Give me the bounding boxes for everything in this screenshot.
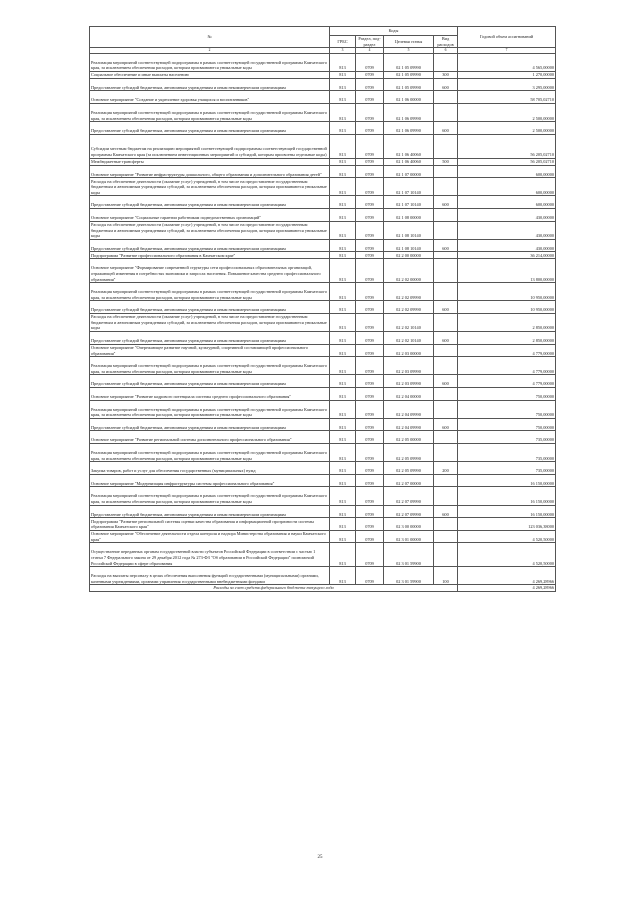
row-expense-type	[434, 388, 458, 401]
row-target-article: 02 2 03 09990	[384, 375, 434, 388]
row-razdel: 0709	[356, 530, 384, 543]
row-target-article: 02 2 00 00000	[384, 252, 434, 259]
table-row	[90, 103, 556, 121]
row-expense-type	[434, 134, 458, 158]
row-grbs: 813	[330, 400, 356, 418]
row-sum: 2 500,00000	[458, 103, 556, 121]
row-grbs: 813	[330, 543, 356, 567]
row-name: Предоставление субсидий бюджетным, автономным учреждениям и иным некоммерческим организациям	[90, 375, 330, 388]
row-razdel: 0709	[356, 518, 384, 531]
row-expense-type	[434, 208, 458, 221]
row-name: Подпрограмма "Развитие региональной системы оценки качества образования и информационной прозрачности системы образования Камчатского края"	[90, 518, 330, 531]
row-expense-type: 600	[434, 122, 458, 135]
row-grbs: 813	[330, 313, 356, 331]
row-sum: 16 150,00000	[458, 505, 556, 518]
table-row	[90, 134, 556, 158]
row-target-article: 02 2 02 09990	[384, 301, 434, 314]
row-expense-type: 300	[434, 71, 458, 78]
row-razdel: 0709	[356, 158, 384, 165]
column-number: 6	[434, 48, 458, 53]
row-grbs: 813	[330, 474, 356, 487]
row-grbs: 813	[330, 388, 356, 401]
row-grbs: 813	[330, 158, 356, 165]
table-row	[90, 78, 556, 91]
row-target-article: 02 2 03 00000	[384, 344, 434, 357]
row-sum: 16 150,00000	[458, 487, 556, 505]
row-target-article: 02 1 06 09990	[384, 122, 434, 135]
table-row	[90, 208, 556, 221]
table-row	[90, 301, 556, 314]
row-name: Предоставление субсидий бюджетным, автономным учреждениям и иным некоммерческим организациям	[90, 505, 330, 518]
table-row	[90, 357, 556, 375]
row-name: Реализация мероприятий соответствующей подпрограммы в рамках соответствующей государственной программы Камчатского края, за исключением обеспечения расходов, которым присваиваются уникальные коды	[90, 103, 330, 121]
row-expense-type	[434, 474, 458, 487]
row-razdel: 0709	[356, 122, 384, 135]
row-target-article: 02 2 04 00000	[384, 388, 434, 401]
row-target-article: 02 2 07 09990	[384, 487, 434, 505]
row-sum: 13 800,00000	[458, 259, 556, 283]
row-razdel: 0709	[356, 313, 384, 331]
row-name: Основное мероприятие "Развитие региональной системы дополнительного профессионального образования"	[90, 431, 330, 444]
row-sum: 56 205,02710	[458, 158, 556, 165]
row-razdel: 0709	[356, 196, 384, 209]
row-name: Расходы на обеспечение деятельности (оказание услуг) учреждений, в том числе на предоставление государственным бюджетным и автономным учреждениям субсидий, за исключением обеспечения расходов, которым присваиваются уникальные коды	[90, 221, 330, 239]
row-razdel: 0709	[356, 388, 384, 401]
row-grbs: 813	[330, 78, 356, 91]
row-expense-type	[434, 543, 458, 567]
table-row	[90, 462, 556, 475]
table-row	[90, 487, 556, 505]
table-row	[90, 400, 556, 418]
row-name: Социальное обеспечение и иные выплаты населению	[90, 71, 330, 78]
row-target-article: 02 2 02 00000	[384, 259, 434, 283]
row-name: Реализация мероприятий соответствующей подпрограммы в рамках соответствующей государственной программы Камчатского края, за исключением обеспечения расходов, которым присваиваются уникальные коды	[90, 53, 330, 71]
row-grbs: 813	[330, 431, 356, 444]
row-sum: 4 520,50000	[458, 530, 556, 543]
row-grbs: 813	[330, 418, 356, 431]
row-grbs: 813	[330, 239, 356, 252]
row-name: Предоставление субсидий бюджетным, автономным учреждениям и иным некоммерческим организациям	[90, 418, 330, 431]
row-razdel: 0709	[356, 301, 384, 314]
row-razdel: 0709	[356, 252, 384, 259]
column-number: 5	[384, 48, 434, 53]
row-razdel: 0709	[356, 567, 384, 585]
row-razdel: 0709	[356, 400, 384, 418]
row-sum: 430,00000	[458, 208, 556, 221]
table-row	[90, 252, 556, 259]
row-sum: 4 565,00000	[458, 53, 556, 71]
table-row	[90, 388, 556, 401]
header-grbs: ГРБС	[330, 36, 356, 48]
row-expense-type: 600	[434, 332, 458, 345]
row-razdel: 0709	[356, 208, 384, 221]
row-target-article: 02 1 08 00000	[384, 208, 434, 221]
row-sum: 2 850,00000	[458, 332, 556, 345]
row-grbs: 813	[330, 122, 356, 135]
row-name: Расходы на выплаты персоналу в целях обеспечения выполнения функций государственными (муниципальными) органами, казенными учреждениями, органами управления государственными внебюджетными фондами	[90, 567, 330, 585]
column-number: 2	[90, 48, 330, 53]
row-target-article: 02 1 07 10140	[384, 178, 434, 196]
row-razdel: 0709	[356, 78, 384, 91]
row-target-article: 02 2 03 09990	[384, 357, 434, 375]
table-row	[90, 530, 556, 543]
row-razdel: 0709	[356, 91, 384, 104]
row-grbs: 813	[330, 208, 356, 221]
row-sum: 735,00000	[458, 462, 556, 475]
row-sum: 4 520,50000	[458, 543, 556, 567]
row-sum: 10 950,00000	[458, 283, 556, 301]
row-sum: 2 500,00000	[458, 122, 556, 135]
column-number: 3	[330, 48, 356, 53]
row-razdel: 0709	[356, 344, 384, 357]
row-target-article: 02 2 05 00000	[384, 431, 434, 444]
row-name: Основное мероприятие "Формирование современной структуры сети профессиональных образовательных организаций, отражающей изменения в потребностях экономики и запросах населения. Повышение качества среднего профессионального образования"	[90, 259, 330, 283]
row-sum: 4 269,28966	[458, 567, 556, 585]
row-expense-type: 600	[434, 78, 458, 91]
row-grbs: 813	[330, 444, 356, 462]
row-razdel: 0709	[356, 165, 384, 178]
row-razdel: 0709	[356, 505, 384, 518]
row-sum: 3 295,00000	[458, 78, 556, 91]
row-grbs: 813	[330, 259, 356, 283]
row-grbs: 813	[330, 196, 356, 209]
row-name: Расходы на обеспечение деятельности (оказание услуг) учреждений, в том числе на предоставление государственным бюджетным и автономным учреждениям субсидий, за исключением обеспечения расходов, которым присваиваются уникальные коды	[90, 313, 330, 331]
row-grbs: 813	[330, 505, 356, 518]
row-sum: 750,00000	[458, 388, 556, 401]
row-sum: 600,00000	[458, 196, 556, 209]
table-row	[90, 505, 556, 518]
row-target-article: 02 1 08 10140	[384, 239, 434, 252]
row-sum: 4 779,00000	[458, 375, 556, 388]
row-target-article: 02 1 05 09990	[384, 78, 434, 91]
row-grbs: 813	[330, 134, 356, 158]
page-number: 25	[317, 855, 323, 860]
row-expense-type: 600	[434, 239, 458, 252]
row-sum: 1 270,00000	[458, 71, 556, 78]
table-row	[90, 332, 556, 345]
row-name: Предоставление субсидий бюджетным, автономным учреждениям и иным некоммерческим организациям	[90, 122, 330, 135]
row-target-article: 02 1 06 40060	[384, 158, 434, 165]
row-expense-type: 200	[434, 462, 458, 475]
row-name: Основное мероприятие "Обеспечение деятельности отдела контроля и надзора Министерства образования и науки Камчатского края"	[90, 530, 330, 543]
table-row	[90, 165, 556, 178]
table-row	[90, 375, 556, 388]
row-expense-type	[434, 283, 458, 301]
row-expense-type	[434, 344, 458, 357]
row-target-article: 02 1 06 00000	[384, 91, 434, 104]
table-row	[90, 283, 556, 301]
row-expense-type: 100	[434, 567, 458, 585]
row-razdel: 0709	[356, 283, 384, 301]
table-row	[90, 221, 556, 239]
row-grbs: 813	[330, 221, 356, 239]
row-expense-type	[434, 530, 458, 543]
row-grbs: 813	[330, 357, 356, 375]
row-target-article: 02 3 01 59900	[384, 567, 434, 585]
table-row	[90, 239, 556, 252]
budget-table-page	[89, 26, 555, 592]
row-expense-type	[434, 313, 458, 331]
row-expense-type	[434, 431, 458, 444]
row-sum: 750,00000	[458, 418, 556, 431]
row-grbs: 813	[330, 530, 356, 543]
footnote-text: Расходы за счет средств федерального бюджета текущего года	[90, 585, 458, 592]
row-target-article: 02 1 08 10140	[384, 221, 434, 239]
row-target-article: 02 2 02 10140	[384, 313, 434, 331]
row-razdel: 0709	[356, 259, 384, 283]
footnote-row	[90, 585, 556, 592]
row-razdel: 0709	[356, 53, 384, 71]
table-row	[90, 518, 556, 531]
row-target-article: 02 1 07 10140	[384, 196, 434, 209]
header-codes: Коды	[330, 27, 458, 36]
row-grbs: 813	[330, 487, 356, 505]
column-number: 7	[458, 48, 556, 53]
row-grbs: 813	[330, 283, 356, 301]
row-grbs: 813	[330, 344, 356, 357]
row-grbs: 813	[330, 103, 356, 121]
table-row	[90, 71, 556, 78]
row-grbs: 813	[330, 165, 356, 178]
header-no: №	[90, 27, 330, 48]
row-expense-type	[434, 487, 458, 505]
table-row	[90, 53, 556, 71]
row-expense-type	[434, 221, 458, 239]
row-razdel: 0709	[356, 487, 384, 505]
row-sum: 123 036,38000	[458, 518, 556, 531]
table-row	[90, 259, 556, 283]
row-razdel: 0709	[356, 431, 384, 444]
row-name: Реализация мероприятий соответствующей подпрограммы в рамках соответствующей государственной программы Камчатского края, за исключением обеспечения расходов, которым присваиваются уникальные коды	[90, 400, 330, 418]
row-grbs: 813	[330, 301, 356, 314]
row-name: Основное мероприятие "Развитие кадрового потенциала системы среднего профессионального образования"	[90, 388, 330, 401]
footnote-sum: 4 269,28966	[458, 585, 556, 592]
row-grbs: 813	[330, 91, 356, 104]
row-razdel: 0709	[356, 134, 384, 158]
row-razdel: 0709	[356, 543, 384, 567]
row-razdel: 0709	[356, 221, 384, 239]
row-name: Основное мероприятие "Создание и укрепление здоровья учащихся и воспитанников"	[90, 91, 330, 104]
row-razdel: 0709	[356, 178, 384, 196]
row-expense-type: 500	[434, 158, 458, 165]
row-grbs: 813	[330, 71, 356, 78]
table-row	[90, 418, 556, 431]
row-name: Межбюджетные трансферты	[90, 158, 330, 165]
row-sum: 735,00000	[458, 444, 556, 462]
row-target-article: 02 2 04 09990	[384, 400, 434, 418]
row-grbs: 813	[330, 53, 356, 71]
row-sum: 735,00000	[458, 431, 556, 444]
row-name: Предоставление субсидий бюджетным, автономным учреждениям и иным некоммерческим организациям	[90, 239, 330, 252]
row-expense-type	[434, 53, 458, 71]
table-row	[90, 431, 556, 444]
row-expense-type	[434, 518, 458, 531]
row-target-article: 02 3 01 59900	[384, 543, 434, 567]
table-row	[90, 313, 556, 331]
row-target-article: 02 2 05 09990	[384, 462, 434, 475]
row-expense-type	[434, 400, 458, 418]
row-sum: 4 779,00000	[458, 357, 556, 375]
row-sum: 4 779,00000	[458, 344, 556, 357]
row-target-article: 02 2 05 09990	[384, 444, 434, 462]
row-name: Реализация мероприятий соответствующей подпрограммы в рамках соответствующей государственной программы Камчатского края, за исключением обеспечения расходов, которым присваиваются уникальные коды	[90, 357, 330, 375]
row-target-article: 02 1 06 40060	[384, 134, 434, 158]
row-expense-type: 600	[434, 418, 458, 431]
row-grbs: 813	[330, 462, 356, 475]
column-number: 4	[356, 48, 384, 53]
row-razdel: 0709	[356, 444, 384, 462]
row-expense-type	[434, 178, 458, 196]
row-sum: 56 205,02710	[458, 134, 556, 158]
table-row	[90, 158, 556, 165]
row-razdel: 0709	[356, 332, 384, 345]
header-vr: Вид расходов	[434, 36, 458, 48]
row-name: Основное мероприятие "Социальные гарантии работникам подведомственных организаций"	[90, 208, 330, 221]
row-name: Подпрограмма "Развитие профессионального образования в Камчатском крае"	[90, 252, 330, 259]
row-target-article: 02 1 05 09990	[384, 53, 434, 71]
row-grbs: 813	[330, 332, 356, 345]
row-sum: 600,00000	[458, 165, 556, 178]
budget-table	[89, 26, 556, 592]
row-target-article: 02 2 07 00000	[384, 474, 434, 487]
row-name: Основное мероприятие "Опережающее развитие научной, культурной, спортивной составляющей профессионального образования"	[90, 344, 330, 357]
row-sum: 430,00000	[458, 221, 556, 239]
row-grbs: 813	[330, 252, 356, 259]
row-expense-type: 600	[434, 196, 458, 209]
row-name: Закупка товаров, работ и услуг для обеспечения государственных (муниципальных) нужд	[90, 462, 330, 475]
table-row	[90, 444, 556, 462]
table-row	[90, 567, 556, 585]
row-name: Предоставление субсидий бюджетным, автономным учреждениям и иным некоммерческим организациям	[90, 78, 330, 91]
row-expense-type	[434, 103, 458, 121]
row-expense-type: 600	[434, 375, 458, 388]
row-sum: 58 705,02710	[458, 91, 556, 104]
row-name: Субсидии местным бюджетам на реализацию мероприятий соответствующей подпрограммы соответствующей государственной программы Камчатского края (за исключением инвестиционных мероприятий и субсидий, которым присвоены отдельные коды)	[90, 134, 330, 158]
row-expense-type	[434, 444, 458, 462]
row-name: Предоставление субсидий бюджетным, автономным учреждениям и иным некоммерческим организациям	[90, 196, 330, 209]
row-name: Реализация мероприятий соответствующей подпрограммы в рамках соответствующей государственной программы Камчатского края, за исключением обеспечения расходов, которым присваиваются уникальные коды	[90, 444, 330, 462]
row-name: Реализация мероприятий соответствующей подпрограммы в рамках соответствующей государственной программы Камчатского края, за исключением обеспечения расходов, которым присваиваются уникальные коды	[90, 487, 330, 505]
row-sum: 16 150,00000	[458, 474, 556, 487]
row-sum: 10 950,00000	[458, 301, 556, 314]
row-name: Основное мероприятие "Модернизация инфраструктуры системы профессионального образования"	[90, 474, 330, 487]
row-razdel: 0709	[356, 103, 384, 121]
table-row	[90, 178, 556, 196]
table-row	[90, 196, 556, 209]
row-name: Осуществление переданных органам государственной власти субъектов Российской Федерации в соответствии с частью 1 статьи 7 Федерального закона от 29 декабря 2012 года № 273-ФЗ "Об образовании в Российской Федерации" полномочий Российской Федерации в сфере образования	[90, 543, 330, 567]
row-razdel: 0709	[356, 418, 384, 431]
row-expense-type	[434, 165, 458, 178]
table-row	[90, 122, 556, 135]
row-name: Предоставление субсидий бюджетным, автономным учреждениям и иным некоммерческим организациям	[90, 332, 330, 345]
row-target-article: 02 2 02 09990	[384, 283, 434, 301]
row-target-article: 02 2 02 10140	[384, 332, 434, 345]
row-sum: 600,00000	[458, 178, 556, 196]
row-razdel: 0709	[356, 357, 384, 375]
row-sum: 2 850,00000	[458, 313, 556, 331]
row-name: Реализация мероприятий соответствующей подпрограммы в рамках соответствующей государственной программы Камчатского края, за исключением обеспечения расходов, которым присваиваются уникальные коды	[90, 283, 330, 301]
row-target-article: 02 3 01 00000	[384, 530, 434, 543]
header-razdel: Раздел, под-раздел	[356, 36, 384, 48]
row-grbs: 813	[330, 178, 356, 196]
row-expense-type	[434, 357, 458, 375]
row-target-article: 02 3 00 00000	[384, 518, 434, 531]
table-row	[90, 91, 556, 104]
row-expense-type	[434, 91, 458, 104]
row-razdel: 0709	[356, 239, 384, 252]
header-volume: Годовой объем ассигнований	[458, 27, 556, 48]
row-razdel: 0709	[356, 71, 384, 78]
table-row	[90, 543, 556, 567]
row-target-article: 02 2 04 09990	[384, 418, 434, 431]
row-target-article: 02 2 07 09990	[384, 505, 434, 518]
row-grbs: 813	[330, 567, 356, 585]
row-target-article: 02 1 07 00000	[384, 165, 434, 178]
row-grbs: 813	[330, 375, 356, 388]
row-target-article: 02 1 06 09990	[384, 103, 434, 121]
row-sum: 36 214,00000	[458, 252, 556, 259]
row-razdel: 0709	[356, 462, 384, 475]
row-expense-type: 600	[434, 301, 458, 314]
row-name: Расходы на обеспечение деятельности (оказание услуг) учреждений, в том числе на предоставление государственным бюджетным и автономным учреждениям субсидий, за исключением обеспечения расходов, которым присваиваются уникальные коды	[90, 178, 330, 196]
table-row	[90, 474, 556, 487]
header-cs: Целевая статья	[384, 36, 434, 48]
row-expense-type: 600	[434, 505, 458, 518]
row-target-article: 02 1 05 09990	[384, 71, 434, 78]
table-row	[90, 344, 556, 357]
row-expense-type	[434, 259, 458, 283]
row-name: Основное мероприятие "Развитие инфраструктуры дошкольного, общего образования и дополнительного образования детей"	[90, 165, 330, 178]
row-grbs: 813	[330, 518, 356, 531]
row-expense-type	[434, 252, 458, 259]
row-razdel: 0709	[356, 474, 384, 487]
row-name: Предоставление субсидий бюджетным, автономным учреждениям и иным некоммерческим организациям	[90, 301, 330, 314]
row-razdel: 0709	[356, 375, 384, 388]
row-sum: 430,00000	[458, 239, 556, 252]
row-sum: 750,00000	[458, 400, 556, 418]
